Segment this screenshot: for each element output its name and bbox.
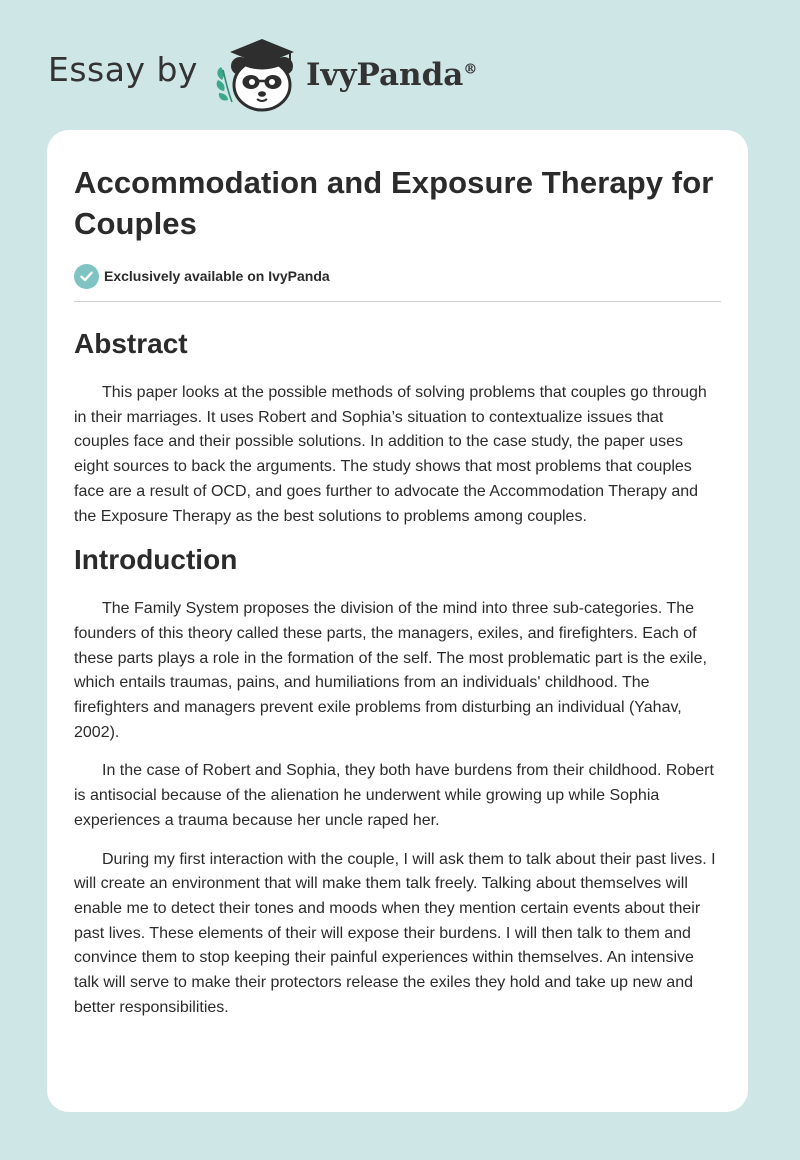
brand-name: IvyPanda® <box>305 57 478 93</box>
panda-logo-icon <box>212 30 304 114</box>
registered-mark: ® <box>463 61 478 78</box>
exclusive-label: Exclusively available on IvyPanda <box>104 268 330 284</box>
paragraph: In the case of Robert and Sophia, they both have burdens from their childhood. Robert is antisocial because of the alienation he underwent while growing up while Sophia experiences a trauma because her uncle raped her. <box>74 762 714 829</box>
section-introduction <box>74 543 721 1020</box>
paragraph: This paper looks at the possible methods of solving problems that couples go through in their marriages. It uses Robert and Sophia’s situation to contextualize issues that couples face and their possible solutions. In addition to the case study, the paper uses eight sources to back the arguments. The study shows that most problems that couples face are a result of OCD, and goes further to advocate the Accommodation Therapy and the Exposure Therapy as the best solutions to problems among couples. <box>74 384 707 525</box>
site-brand[interactable] <box>48 30 477 114</box>
title-divider <box>74 301 721 302</box>
exclusive-notice <box>74 263 721 289</box>
section-heading: Abstract <box>74 328 188 359</box>
ivy-leaf-icon <box>217 67 232 102</box>
paragraph: The Family System proposes the division of the mind into three sub-categories. The founders of this theory called these parts, the managers, exiles, and firefighters. Each of these parts plays a role in the formation of the self. The most problematic part is the exile, which entails traumas, pains, and humiliations from an individuals' childhood. The firefighters and managers prevent exile problems from disturbing an individual (Yahav, 2002). <box>74 600 707 741</box>
essay-title: Accommodation and Exposure Therapy for Couples <box>74 165 714 241</box>
section-abstract <box>74 327 721 529</box>
essay-card <box>47 130 748 1112</box>
check-icon <box>74 264 99 289</box>
section-heading: Introduction <box>74 544 238 576</box>
paragraph: During my first interaction with the couple, I will ask them to talk about their past lives. I will create an environment that will make them talk freely. Talking about themselves will enable me to detect their tones and moods when they mention certain events about their past lives. These elements of their will expose their burdens. I will then talk to them and convince them to stop keeping their painful experiences within themselves. An intensive talk will serve to make their protectors release the exiles they hold and take up new and better responsibilities. <box>74 850 716 1016</box>
brand-prefix: Essay by <box>48 49 198 89</box>
